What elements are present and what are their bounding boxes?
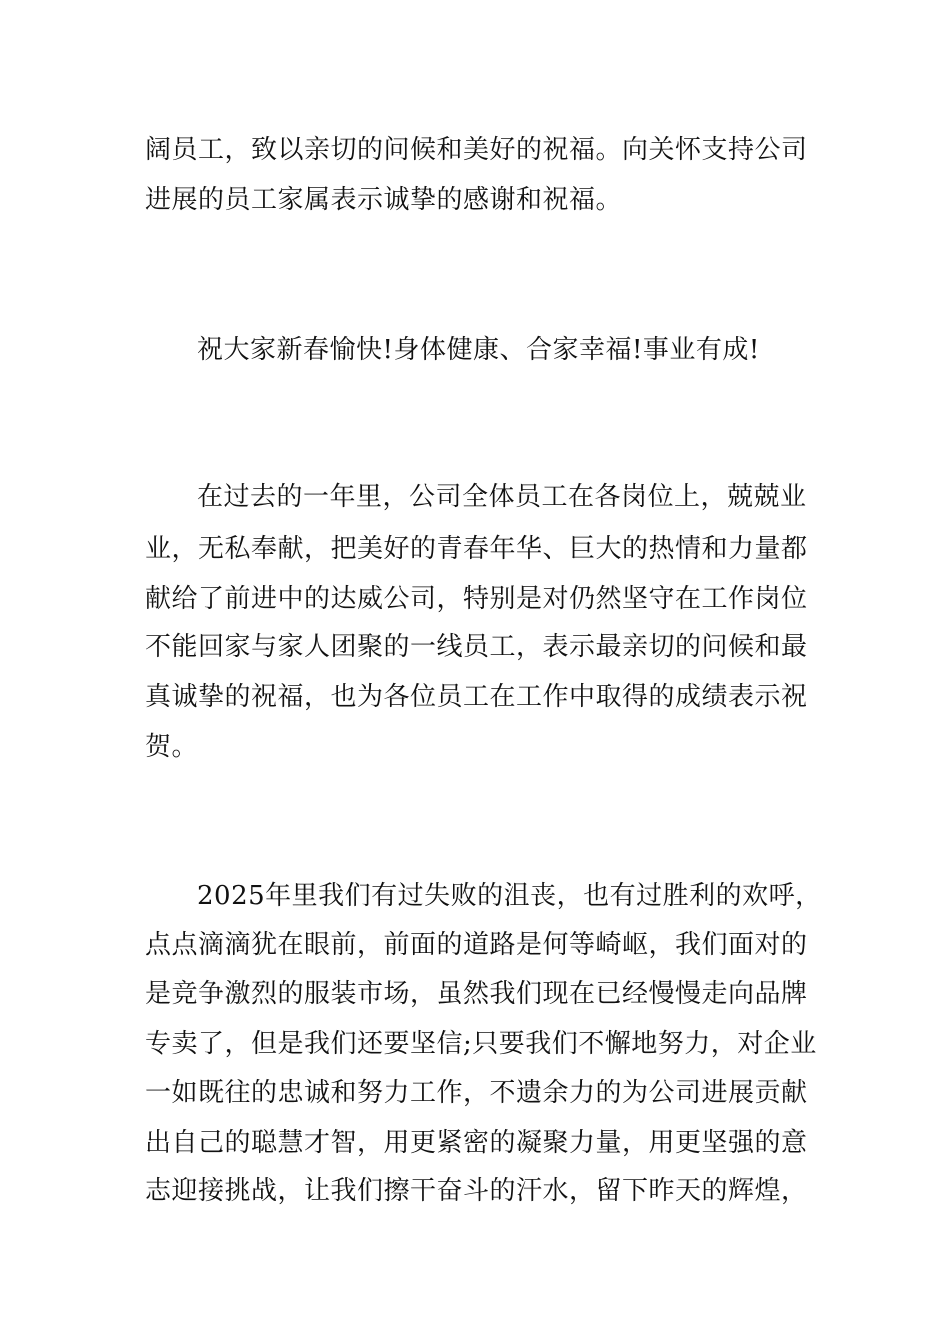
paragraph-4-line-5: 一如既往的忠诚和努力工作，不遗余力的为公司进展贡献 — [145, 1078, 808, 1108]
paragraph-3-line-4: 不能回家与家人团聚的一线员工，表示最亲切的问候和最 — [145, 632, 808, 662]
paragraph-1-line-2: 进展的员工家属表示诚挚的感谢和祝福。 — [145, 185, 623, 215]
paragraph-4-line-1: 2025年里我们有过失败的沮丧，也有过胜利的欢呼， — [197, 881, 822, 911]
paragraph-3-line-5: 真诚挚的祝福，也为各位员工在工作中取得的成绩表示祝 — [145, 682, 808, 712]
paragraph-1-line-1: 阔员工，致以亲切的问候和美好的祝福。向关怀支持公司 — [145, 135, 808, 165]
paragraph-2-line-1: 祝大家新春愉快!身体健康、合家幸福!事业有成! — [197, 335, 760, 365]
paragraph-3-line-6: 贺。 — [145, 732, 199, 762]
paragraph-4-line-2: 点点滴滴犹在眼前，前面的道路是何等崎岖，我们面对的 — [145, 930, 808, 960]
paragraph-3-line-2: 业，无私奉献，把美好的青春年华、巨大的热情和力量都 — [145, 534, 808, 564]
paragraph-4-line-4: 专卖了，但是我们还要坚信;只要我们不懈地努力，对企业 — [145, 1029, 817, 1059]
paragraph-4-line-3: 是竞争激烈的服装市场，虽然我们现在已经慢慢走向品牌 — [145, 979, 808, 1009]
paragraph-4-line-6: 出自己的聪慧才智，用更紧密的凝聚力量，用更坚强的意 — [145, 1128, 808, 1158]
paragraph-3-line-1: 在过去的一年里，公司全体员工在各岗位上，兢兢业 — [197, 482, 807, 512]
paragraph-3-line-3: 献给了前进中的达威公司，特别是对仍然坚守在工作岗位 — [145, 584, 808, 614]
paragraph-4-line-7: 志迎接挑战，让我们擦干奋斗的汗水，留下昨天的辉煌， — [145, 1176, 808, 1206]
